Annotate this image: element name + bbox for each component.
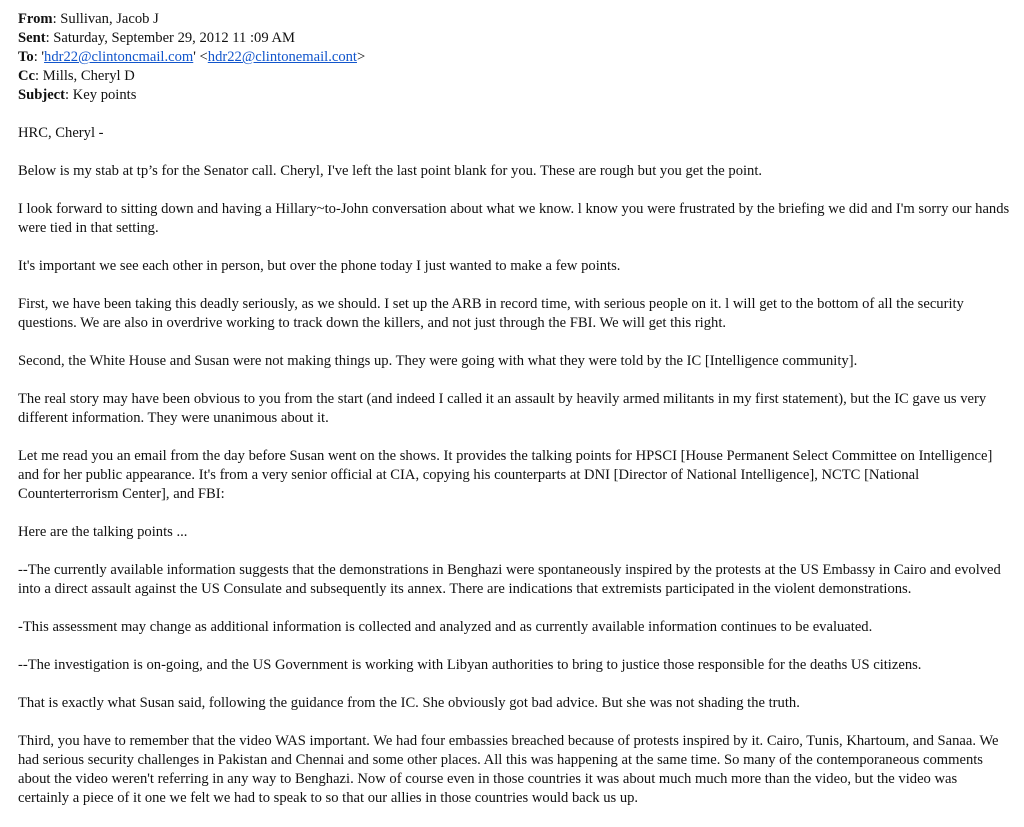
from-value: Sullivan, Jacob J <box>60 11 159 27</box>
body-paragraph: Let me read you an email from the day before Susan went on the shows. It provides the talking points for HPSCI [House Permanent Select Committee on Intelligence] and for her public appearance. It's from a very senior official at CIA, copying his counterparts at DNI [Director of National Intelligence], NCTC [National Counterterrorism Center], and FBI: <box>18 448 993 502</box>
body-paragraph: I look forward to sitting down and having a Hillary~to-John conversation about what we know. l know you were frustrated by the briefing we did and I'm sorry our hands were tied in that setting. <box>18 201 1010 236</box>
subject-value: Key points <box>72 87 137 103</box>
to-quote-close: ' < <box>193 49 208 65</box>
subject-label: Subject <box>18 87 66 103</box>
to-end: > <box>357 49 366 65</box>
talking-point: -This assessment may change as additional information is collected and analyzed and as currently available information continues to be evaluated. <box>18 619 873 635</box>
sent-value: Saturday, September 29, 2012 11 :09 AM <box>53 30 295 46</box>
to-address-link[interactable]: hdr22@clintonemail.cont <box>207 49 357 65</box>
subject-line: Subject: Key points <box>18 87 137 103</box>
from-label: From <box>18 11 53 27</box>
body-paragraph: Third, you have to remember that the video WAS important. We had four embassies breached because of protests inspired by it. Cairo, Tunis, Khartoum, and Sanaa. We had serious security challenges in Pakistan and Chennai and some other places. All this was happening at the same time. So many of the contemporaneous comments about the video weren't referring in any way to Benghazi. Now of course even in those countries it was about much much more than the video, but the video was certainly a piece of it one we felt we had to speak to so that our allies in those countries would back us up. <box>18 733 999 806</box>
body-paragraph: Here are the talking points ... <box>18 524 188 540</box>
sent-line: Sent: Saturday, September 29, 2012 11 :09 AM <box>18 30 295 46</box>
cc-label: Cc <box>18 68 36 84</box>
cc-line: Cc: Mills, Cheryl D <box>18 68 135 84</box>
body-paragraph: Below is my stab at tp’s for the Senator call. Cheryl, I've left the last point blank for you. These are rough but you get the point. <box>18 163 763 179</box>
talking-point: --The investigation is on-going, and the US Government is working with Libyan authorities to bring to justice those responsible for the deaths US citizens. <box>18 657 922 673</box>
sent-label: Sent <box>18 30 46 46</box>
body-paragraph: First, we have been taking this deadly seriously, as we should. I set up the ARB in record time, with serious people on it. l will get to the bottom of all the security questions. We are also in overdrive working to track down the killers, and not just through the FBI. We will get this right. <box>18 296 964 331</box>
to-line: To: 'hdr22@clintoncmail.com' <hdr22@clintonemail.cont> <box>18 49 366 65</box>
from-line: From: Sullivan, Jacob J <box>18 11 159 27</box>
body-paragraph: It's important we see each other in person, but over the phone today I just wanted to make a few points. <box>18 258 621 274</box>
email-header <box>18 10 1010 105</box>
body-paragraph: That is exactly what Susan said, following the guidance from the IC. She obviously got bad advice. But she was not shading the truth. <box>18 695 800 711</box>
body-paragraph-greeting: HRC, Cheryl - <box>18 125 104 141</box>
to-quote-open: ' <box>41 49 45 65</box>
body-paragraph: The real story may have been obvious to you from the start (and indeed I called it an assault by heavily armed militants in my first statement), but the IC gave us very different information. They were unanimous about it. <box>18 391 987 426</box>
talking-point: --The currently available information suggests that the demonstrations in Benghazi were spontaneously inspired by the protests at the US Embassy in Cairo and evolved into a direct assault against the US Consulate and subsequently its annex. There are indications that extremists participated in the violent demonstrations. <box>18 562 1001 597</box>
to-display-link[interactable]: hdr22@clintoncmail.com <box>44 49 194 65</box>
to-label: To <box>18 49 34 65</box>
cc-value: Mills, Cheryl D <box>42 68 135 84</box>
email-body <box>18 124 1010 808</box>
body-paragraph: Second, the White House and Susan were not making things up. They were going with what they were told by the IC [Intelligence community]. <box>18 353 858 369</box>
